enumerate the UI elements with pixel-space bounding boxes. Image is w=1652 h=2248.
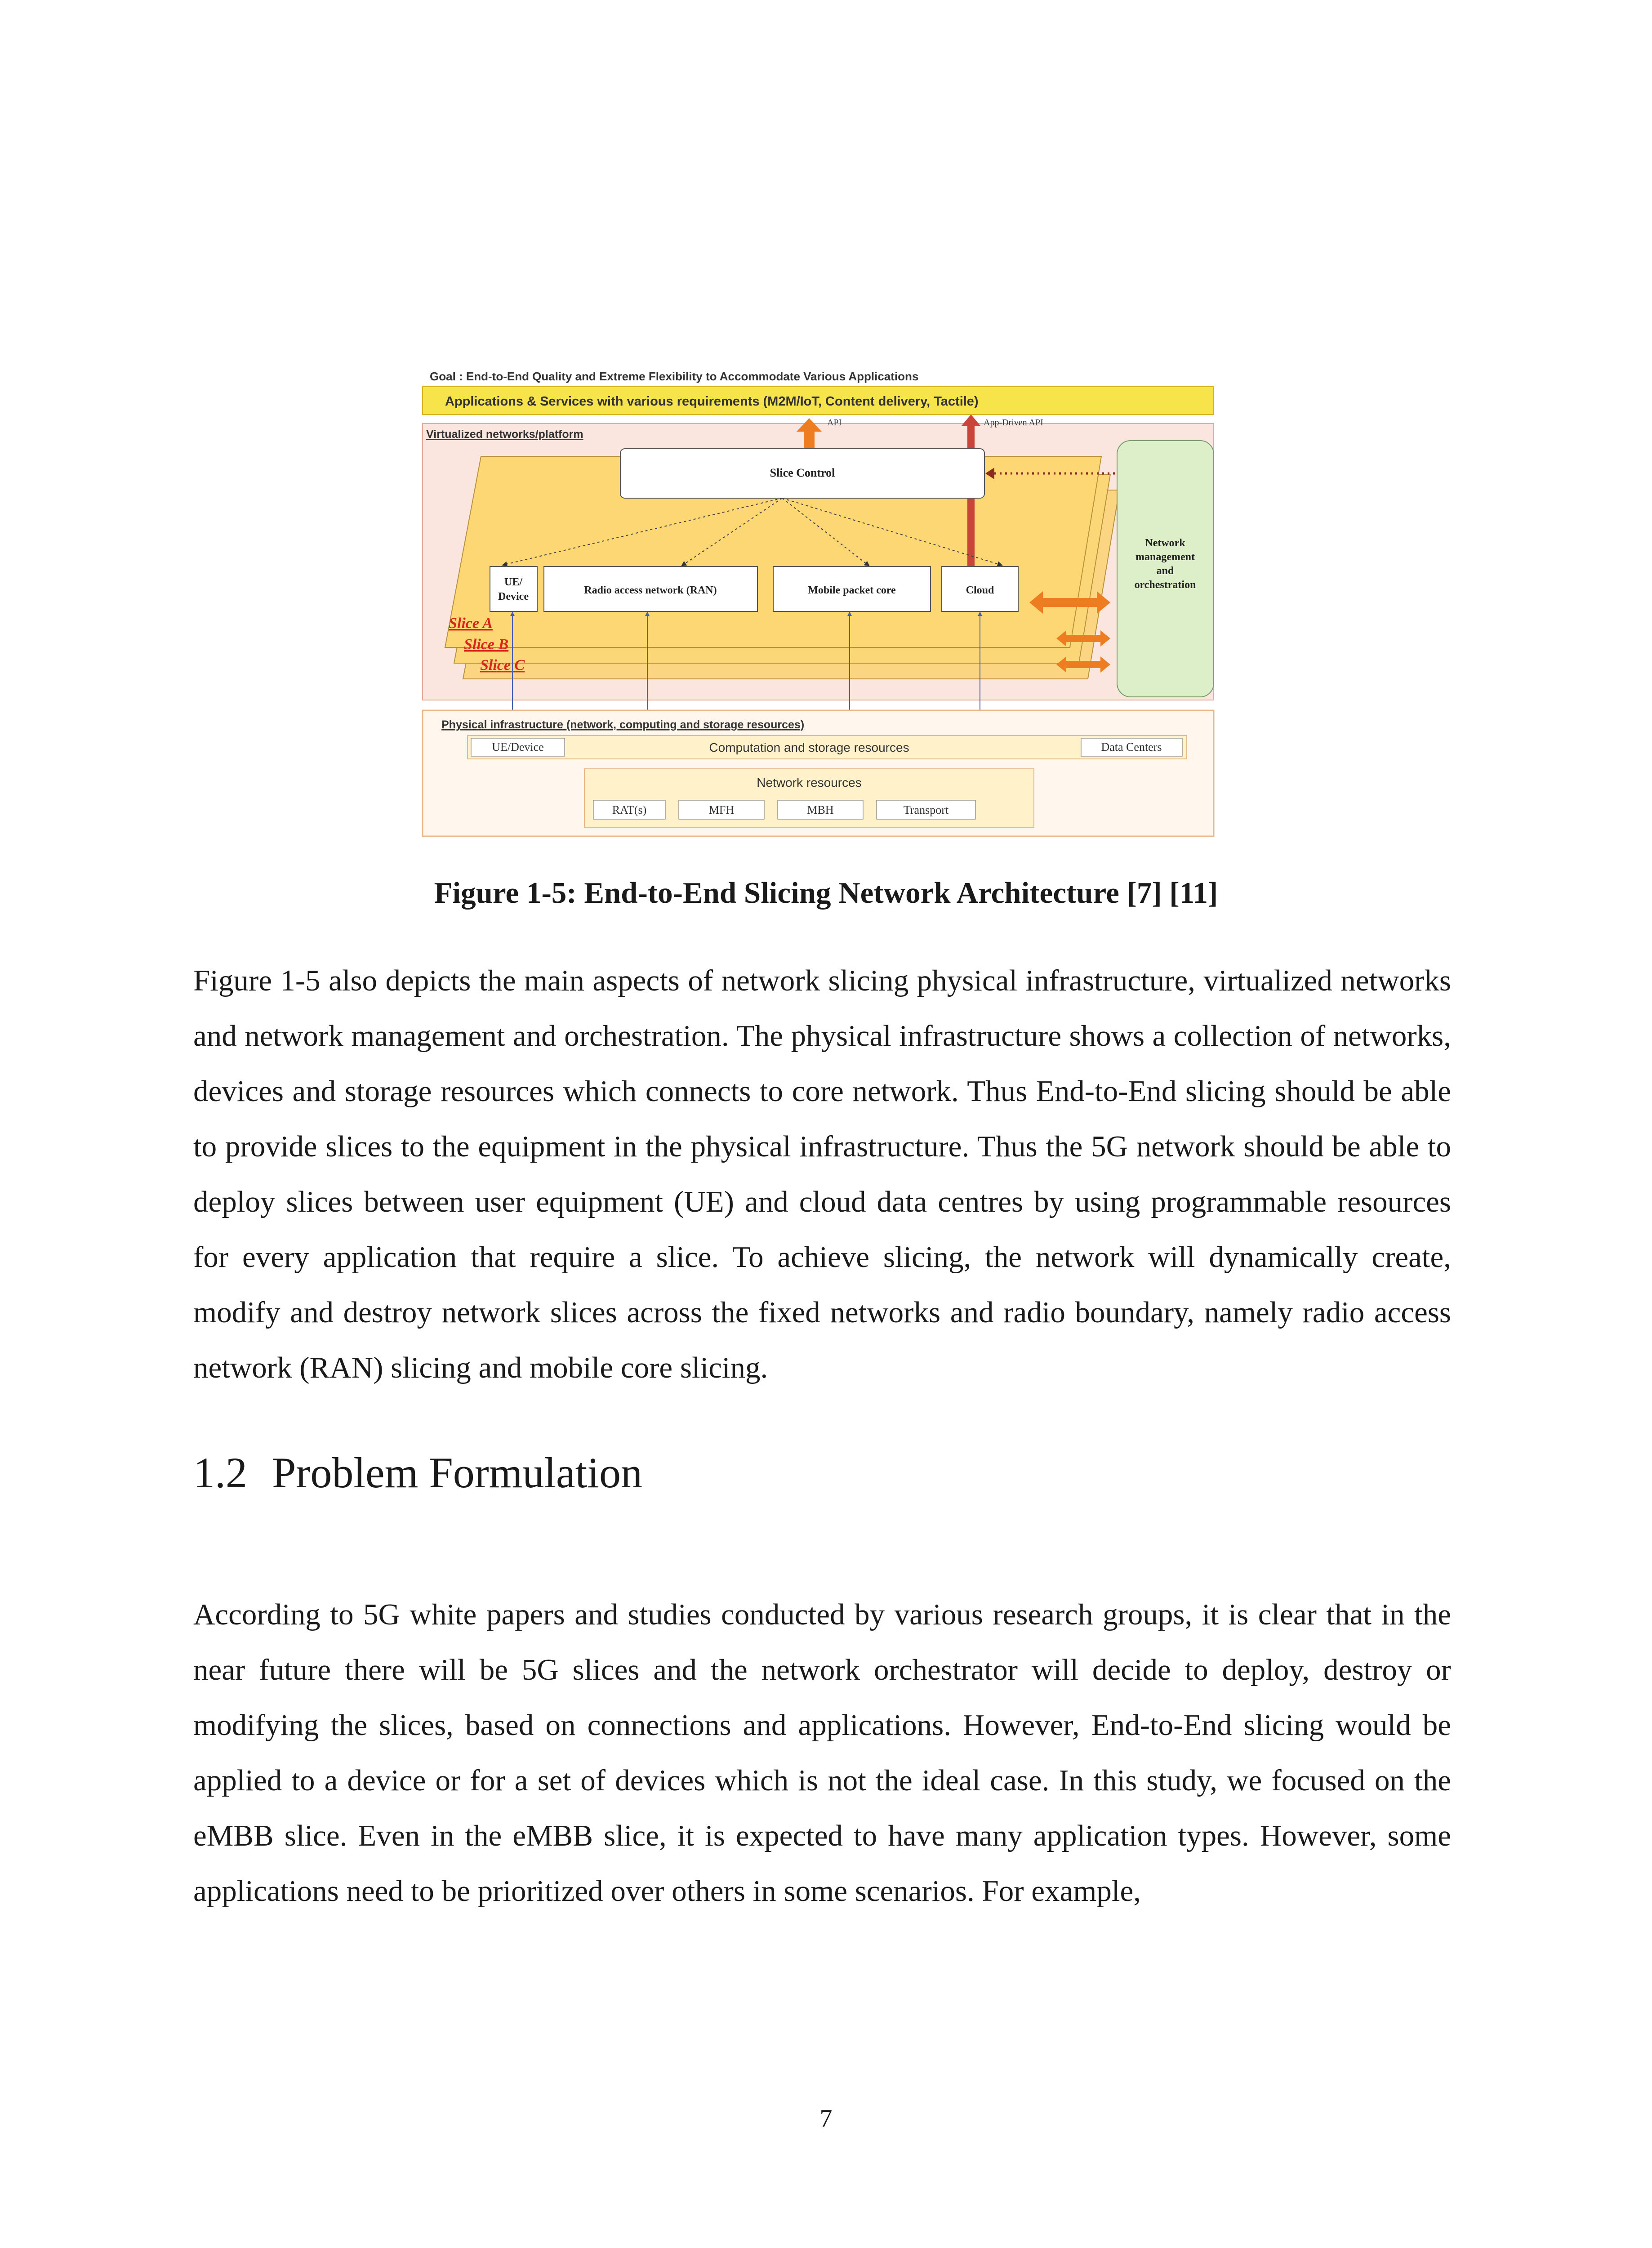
section-title: Problem Formulation	[272, 1449, 642, 1497]
slice-control-label: Slice Control	[770, 466, 835, 479]
nmo-label-4: orchestration	[1134, 579, 1196, 591]
section-heading	[193, 1448, 642, 1498]
slice-a-label: Slice A	[449, 615, 493, 632]
mobile-core-label: Mobile packet core	[808, 584, 896, 596]
cloud-label: Cloud	[966, 584, 994, 596]
ue-device-label-1: UE/	[504, 576, 523, 588]
page-number: 7	[819, 2105, 833, 2132]
app-driven-api-label: App-Driven API	[984, 418, 1043, 428]
nmo-label-2: management	[1135, 551, 1195, 563]
nmo-label-1: Network	[1145, 537, 1185, 549]
virtualized-platform-label: Virtualized networks/platform	[426, 428, 583, 441]
paragraph-problem-formulation: According to 5G white papers and studies conducted by various research groups, it is clear that in the near future there will be 5G slices and the network orchestrator will decide to deploy, destroy or modifying the slices, based on connections and applications. However, End-to-End slicing would be applied to a device or for a set of devices which is not the ideal case. In this study, we focused on the eMBB slice. Even in the eMBB slice, it is expected to have many application types. However, some applications need to be prioritized over others in some scenarios. For example,	[193, 1598, 1451, 1908]
paragraph-network-slicing: Figure 1-5 also depicts the main aspects of network slicing physical infrastructure, virtualized networks and network management and orchestration. The physical infrastructure shows a collection of networks, devices and storage resources which connects to core network. Thus End-to-End slicing should be able to provide slices to the equipment in the physical infrastructure. Thus the 5G network should be able to deploy slices between user equipment (UE) and cloud data centres by using programmable resources for every application that require a slice. To achieve slicing, the network will dynamically create, modify and destroy network slices across the fixed networks and radio boundary, namely radio access network (RAN) slicing and mobile core slicing.	[193, 964, 1451, 1384]
physical-infrastructure-label: Physical infrastructure (network, computing and storage resources)	[441, 718, 805, 731]
network-resources-label: Network resources	[757, 776, 862, 789]
rats-label: RAT(s)	[612, 803, 647, 816]
architecture-figure	[414, 369, 1223, 841]
ue-device-label-2: Device	[498, 591, 529, 602]
applications-bar-text: Applications & Services with various requirements (M2M/IoT, Content delivery, Tactile)	[445, 394, 979, 409]
slice-b-label: Slice B	[464, 636, 509, 653]
mbh-label: MBH	[807, 803, 834, 816]
data-centers-label: Data Centers	[1101, 740, 1162, 754]
ue-device-box	[490, 566, 537, 611]
ran-label: Radio access network (RAN)	[584, 584, 717, 596]
transport-label: Transport	[903, 803, 949, 816]
nmo-label-3: and	[1156, 565, 1174, 577]
api-label: API	[827, 418, 842, 428]
mfh-label: MFH	[708, 803, 735, 816]
slice-c-label: Slice C	[480, 657, 525, 674]
section-number: 1.2	[193, 1449, 247, 1497]
figure-goal-text: Goal : End-to-End Quality and Extreme Flexibility to Accommodate Various Applications	[430, 370, 919, 383]
computation-storage-label: Computation and storage resources	[709, 740, 909, 754]
figure-caption: Figure 1-5: End-to-End Slicing Network Architecture [7] [11]	[434, 876, 1218, 910]
phys-ue-device-label: UE/Device	[492, 740, 544, 754]
